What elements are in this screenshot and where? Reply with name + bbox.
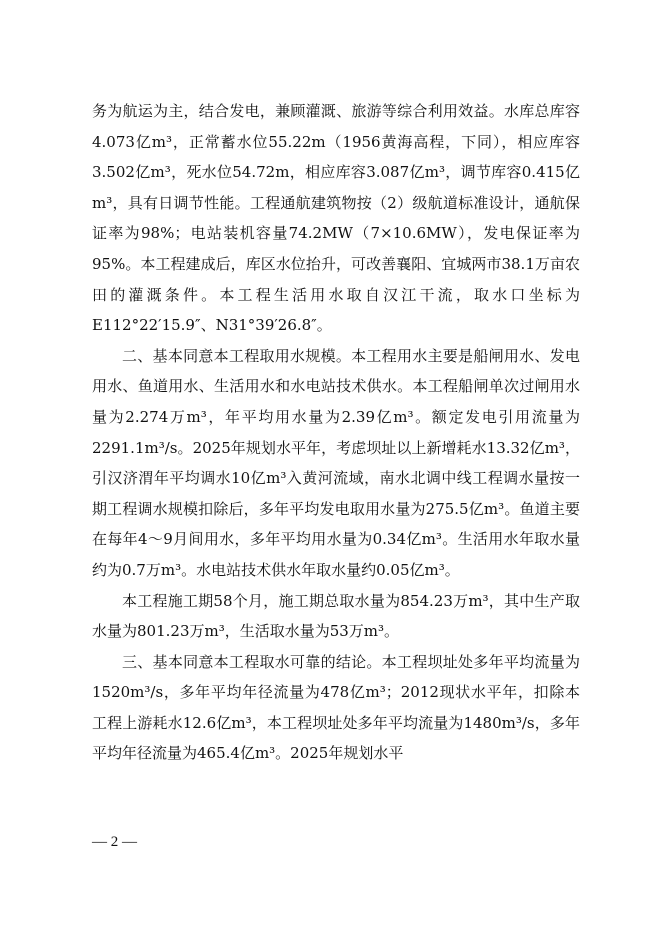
paragraph-4: 三、基本同意本工程取水可靠的结论。本工程坝址处多年平均流量为1520m³/s，多年平均年径流量为478亿m³；2012现状水平年，扣除本工程上游耗水12.6亿m³，本工程坝址处多年平均流量为1480m³/s，多年平均年径流量为465.4亿m³。2025年规划水平 (92, 652, 580, 763)
paragraph-2: 二、基本同意本工程取用水规模。本工程用水主要是船闸用水、发电用水、鱼道用水、生活用水和水电站技术供水。本工程船闸单次过闸用水量为2.274万m³，年平均用水量为2.39亿m³。额定发电引用流量为2291.1m³/s。2025年规划水平年，考虑坝址以上新增耗水13.32亿m³，引汉济渭年平均调水10亿m³入黄河流域，南水北调中线工程调水量按一期工程调水规模扣除后，多年平均发电取用水量为275.5亿m³。鱼道主要在每年4～9月间用水，多年平均用水量为0.34亿m³。生活用水年取水量约为0.7万m³。水电站技术供水年取水量约0.05亿m³。 (92, 346, 580, 579)
paragraph-3: 本工程施工期58个月，施工期总取水量为854.23万m³，其中生产取水量为801.23万m³，生活取水量为53万m³。 (92, 591, 580, 641)
page-number: — 2 — (92, 834, 137, 850)
document-body (92, 96, 580, 769)
paragraph-1: 务为航运为主，结合发电，兼顾灌溉、旅游等综合利用效益。水库总库容4.073亿m³，正常蓄水位55.22m（1956黄海高程，下同），相应库容3.502亿m³，死水位54.72m，相应库容3.087亿m³，调节库容0.415亿m³，具有日调节性能。工程通航建筑物按（2）级航道标准设计，通航保证率为98%；电站装机容量74.2MW（7×10.6MW），发电保证率为95%。本工程建成后，库区水位抬升，可改善襄阳、宜城两市38.1万亩农田的灌溉条件。本工程生活用水取自汉江干流，取水口坐标为E112°22′15.9″、N31°39′26.8″。 (92, 102, 580, 335)
